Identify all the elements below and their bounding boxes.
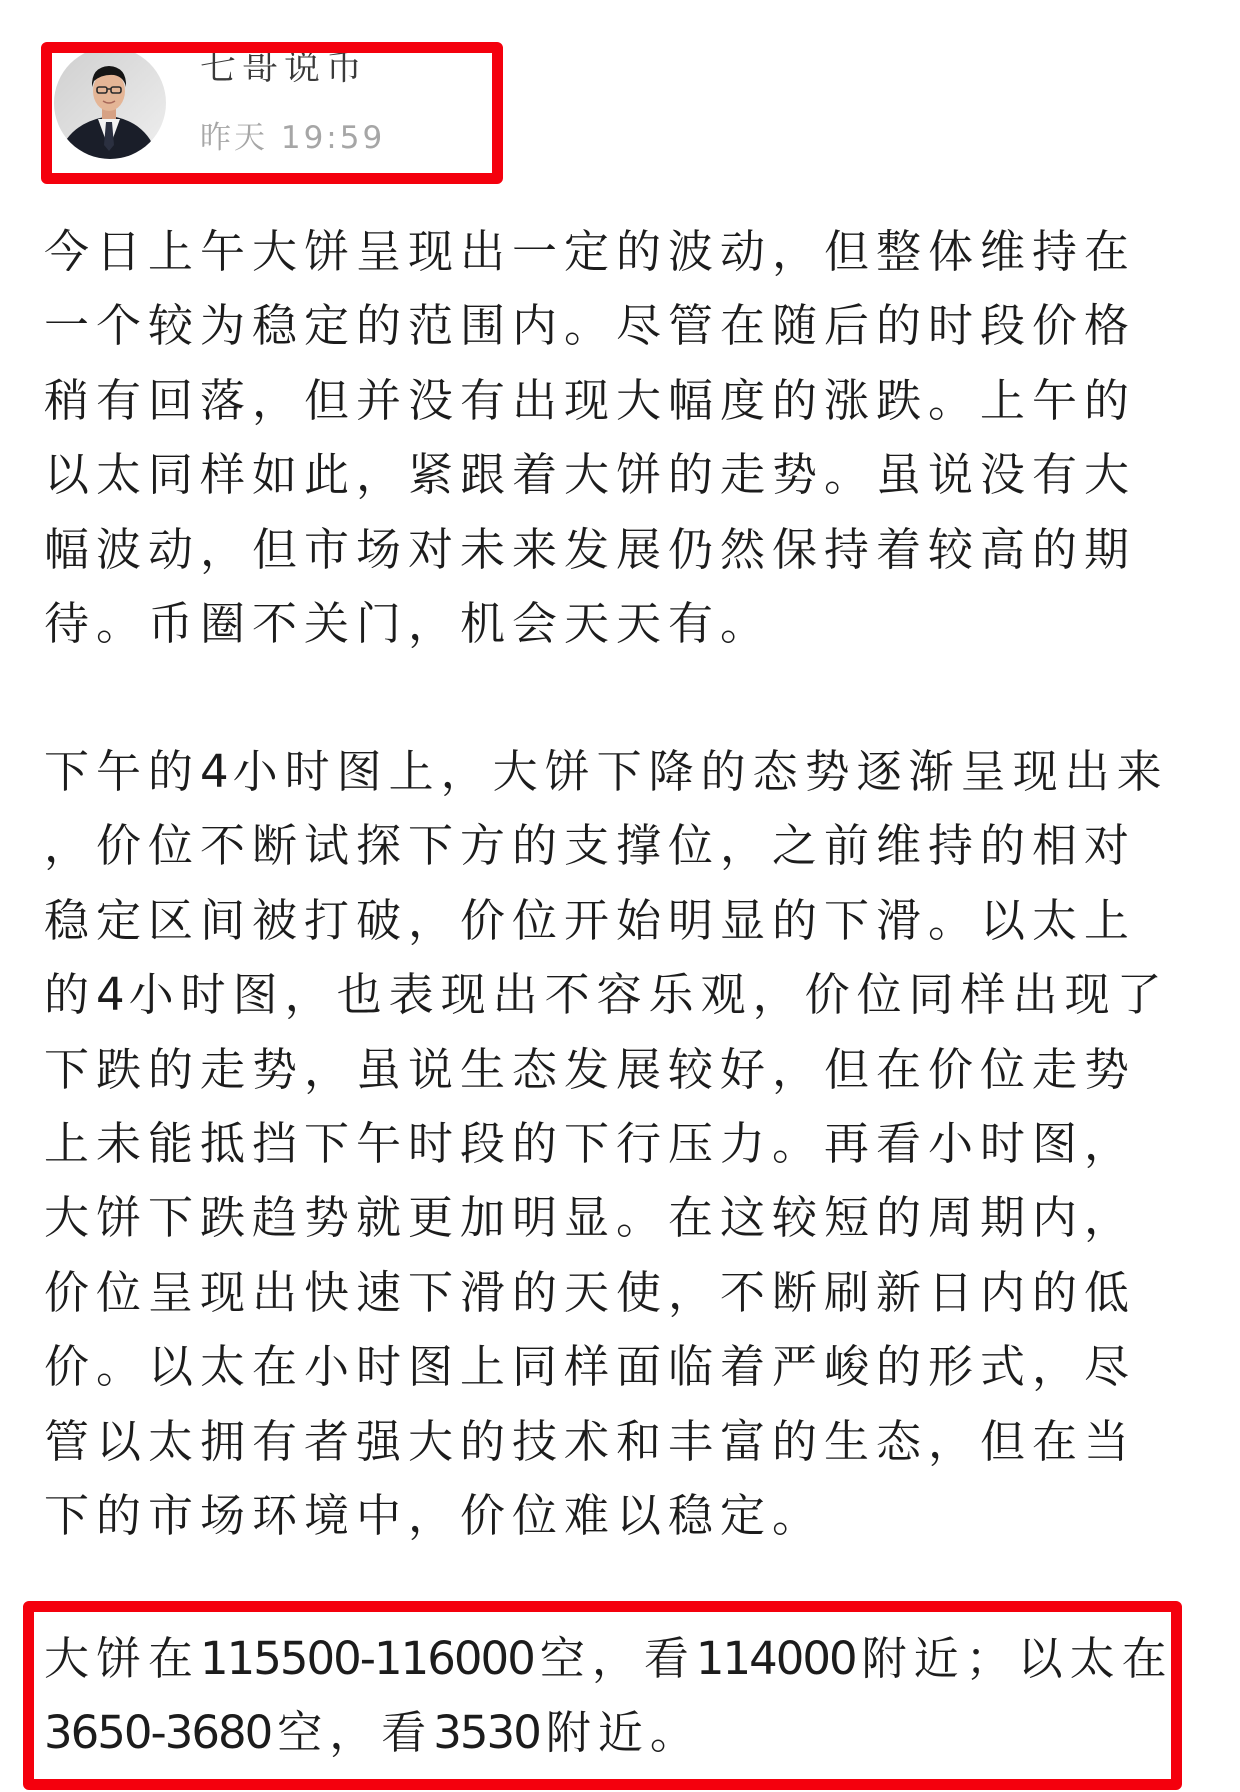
- avatar-photo-icon: [54, 47, 166, 159]
- post-text-line: 稍有回落，但并没有出现大幅度的涨跌。上午的: [44, 373, 1137, 427]
- post-text-line: 以太同样如此，紧跟着大饼的走势。虽说没有大: [44, 448, 1137, 502]
- highlight-paragraph: [44, 1622, 1174, 1771]
- post-paragraph: [44, 215, 1136, 661]
- post-text-line: 下午的4 小时图上，大饼下降的态势逐渐呈现出来: [44, 745, 1169, 798]
- post-text-line: 上未能抵挡下午时段的下行压力。再看小时图，: [44, 1116, 1137, 1170]
- author-name[interactable]: 七哥说币: [200, 47, 369, 88]
- post-text-line: 下跌的走势，虽说生态发展较好，但在价位走势: [44, 1042, 1137, 1096]
- post-timestamp: 昨天 19:59: [200, 120, 386, 156]
- highlight-text-line: 大饼在115500-116000 空，看114000 附近；以太在: [44, 1632, 1174, 1685]
- post-text-line: 大饼下跌趋势就更加明显。在这较短的周期内，: [44, 1191, 1137, 1245]
- avatar[interactable]: [54, 47, 166, 159]
- post-paragraph: [44, 735, 1169, 1553]
- post-text-line: 待。币圈不关门，机会天天有。: [44, 596, 773, 650]
- highlight-text-line: 3650-3680 空，看3530 附近。: [44, 1706, 702, 1760]
- post-text-line: 幅波动，但市场对未来发展仍然保持着较高的期: [44, 522, 1137, 576]
- post-text-line: 价。以太在小时图上同样面临着严峻的形式，尽: [44, 1340, 1137, 1394]
- post-text-line: 一个较为稳定的范围内。尽管在随后的时段价格: [44, 299, 1137, 353]
- post-text-line: 稳定区间被打破，价位开始明显的下滑。以太上: [44, 893, 1137, 947]
- post-text-line: 今日上午大饼呈现出一定的波动，但整体维持在: [44, 225, 1137, 278]
- post-text-line: ，价位不断试探下方的支撑位，之前维持的相对: [44, 819, 1137, 873]
- post-text-line: 的4 小时图，也表现出不容乐观，价位同样出现了: [44, 968, 1169, 1022]
- post-text-line: 管以太拥有者强大的技术和丰富的生态，但在当: [44, 1414, 1137, 1468]
- post-text-line: 下的市场环境中，价位难以稳定。: [44, 1488, 825, 1542]
- post-text-line: 价位呈现出快速下滑的天使，不断刷新日内的低: [44, 1265, 1137, 1319]
